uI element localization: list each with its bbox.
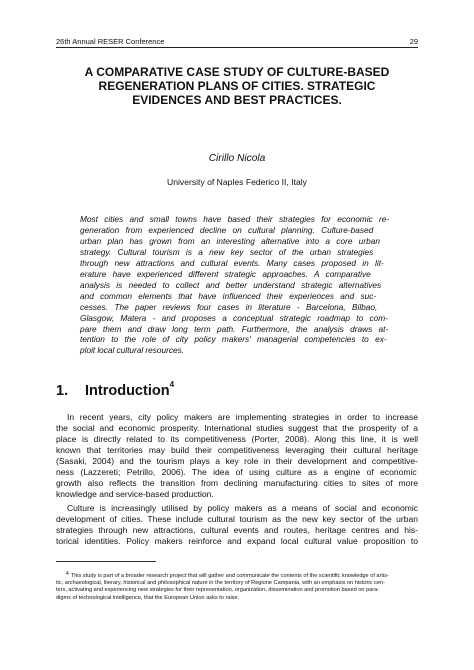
- abstract-line: generation from experienced decline on cultural planning. Culture-based: [80, 224, 374, 235]
- conference-name: 26th Annual RESER Conference: [56, 37, 165, 46]
- paragraph-line: (Sasaki, 2004) and the tourism plays a key role in their development and competitive-: [56, 456, 418, 466]
- abstract-line: through new attractions and cultural events. Many cases proposed in lit-: [80, 257, 384, 268]
- paragraph-line: In recent years, city policy makers are implementing strategies in order to increase: [67, 412, 418, 422]
- abstract-line: and common elements that have influenced their experiences and suc-: [80, 290, 377, 301]
- footnote-reference: 4: [169, 380, 175, 389]
- abstract: [80, 214, 394, 356]
- paragraph-line: development of cities. These include cultural tourism as the new key sector of the urban: [56, 514, 418, 524]
- body-paragraph: [56, 503, 418, 547]
- abstract-line: urban plan has grown from an interesting alternative into a core urban: [80, 235, 380, 246]
- title-line: A COMPARATIVE CASE STUDY OF CULTURE-BASED: [84, 65, 390, 79]
- paragraph-line: Culture is increasingly utilised by policy makers as a means of social and economic: [67, 503, 418, 513]
- abstract-line: analysis is needed to collect and better understand strategic alternatives: [80, 279, 382, 290]
- paragraph-line: torical identities. Policy makers reinforce and expand local cultural value proposition to: [56, 536, 418, 546]
- abstract-line: cesses. The paper reviews four cases in literature - Barcelona, Bilbao,: [80, 301, 378, 312]
- title-line: REGENERATION PLANS OF CITIES. STRATEGIC: [98, 79, 376, 94]
- page-number: 29: [409, 37, 418, 46]
- abstract-line: strategy. Cultural tourism is a new key sector of the urban strategies: [80, 246, 374, 257]
- section-heading: [56, 378, 356, 400]
- body-paragraph: [56, 412, 418, 500]
- paper-title: [56, 65, 418, 108]
- footnote-line: ters, activating and experiencing new strategies for their representation, organization, dissemination and promotion based on para-: [56, 587, 380, 594]
- footnote-text: This study is part of a broader research project that will gather and communicate the contents of the scientific knowledge of artis-: [70, 573, 389, 579]
- abstract-line: erature have experienced different strategic approaches. A comparative: [80, 268, 371, 279]
- footnote-mark: 4: [66, 571, 69, 577]
- abstract-line: ploit local cultural resources.: [80, 345, 185, 356]
- footnote-line: tic, archaeological, literary, historical and philosophical nature in the territory of Regione Campania, with an emphasis on historic cen-: [56, 580, 385, 587]
- abstract-line: tention to the role of city policy makers' managerial competencies to ex-: [80, 334, 387, 345]
- abstract-line: Most cities and small towns have based their strategies for economic re-: [80, 214, 390, 224]
- section-title: Introduction: [85, 382, 170, 399]
- paragraph-line: knowledge and service-based production.: [56, 489, 214, 499]
- paragraph-line: ness (Lazzereti; Petrillo, 2006). The idea of using culture as a engine of economic: [56, 467, 417, 477]
- paragraph-line: the social and economic prosperity. International studies suggest that the prosperity of a: [56, 423, 418, 433]
- title-line: EVIDENCES AND BEST PRACTICES.: [132, 93, 342, 108]
- section-number: 1.: [56, 382, 69, 399]
- footnote-line: digms of technological intelligence, that the European Union asks to raise.: [56, 594, 240, 601]
- paragraph-line: strategies through new attractions, cultural events and routes, heritage centres and his-: [56, 525, 418, 535]
- footnote: [56, 573, 418, 602]
- paragraph-line: place is directly related to its competitiveness (Porter, 2008). Along this line, it is well: [56, 434, 418, 444]
- author-name: Cirillo Nicola: [208, 153, 266, 164]
- paragraph-line: growth also reflects the transition from declining manufacturing cities to sites of more: [56, 478, 418, 488]
- header-rule: [56, 47, 418, 48]
- footnote-rule: [56, 561, 156, 562]
- abstract-line: pare them and draw long term path. Furthermore, the analysis draws at-: [80, 323, 389, 334]
- author-affiliation: University of Naples Federico II, Italy: [167, 177, 307, 187]
- abstract-line: Glasgow, Matera - and proposes a conceptual strategic roadmap to com-: [80, 312, 388, 323]
- paragraph-line: known that territories may build their competitiveness leveraging their cultural heritage: [56, 445, 418, 455]
- footnote-line: [56, 573, 418, 580]
